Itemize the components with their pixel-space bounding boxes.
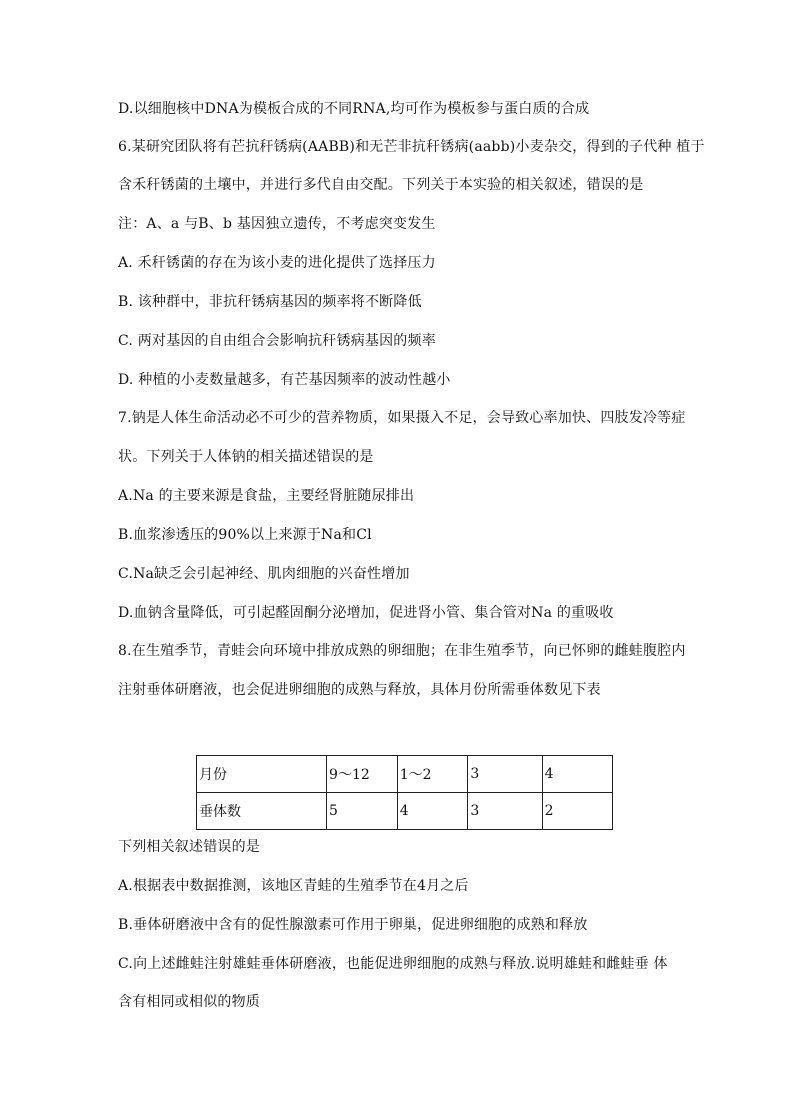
option-8c-cont: 含有相同或相似的物质 [118,994,260,1010]
table-cell: 5 [327,793,398,830]
option-7c: C.Na缺乏会引起神经、肌肉细胞的兴奋性增加 [118,566,410,582]
option-5d: D.以细胞核中DNA为模板合成的不同RNA,均可作为模板参与蛋白质的合成 [118,101,590,117]
option-6c: C. 两对基因的自由组合会影响抗秆锈病基因的频率 [118,333,436,349]
question-7-stem-cont: 状。下列关于人体钠的相关描述错误的是 [118,449,374,465]
question-6-note: 注：A、a 与B、b 基因独立遗传，不考虑突变发生 [118,216,436,232]
table-header-month: 月份 [197,756,327,793]
option-7d: D.血钠含量降低，可引起醛固酮分泌增加，促进肾小管、集合管对Na 的重吸收 [118,605,614,621]
option-8c: C.向上述雌蛙注射雄蛙垂体研磨液，也能促进卵细胞的成熟与释放.说明雄蛙和雌蛙垂 体 [118,956,668,972]
question-8-stem: 8.在生殖季节，青蛙会向环境中排放成熟的卵细胞；在非生殖季节，向已怀卵的雌蛙腹腔内 [118,643,686,659]
table-cell: 9～12 [327,756,398,793]
table-cell: 3 [468,756,542,793]
pituitary-count-table [196,755,613,830]
table-cell: 3 [468,793,542,830]
question-6-stem: 6.某研究团队将有芒抗秆锈病(AABB)和无芒非抗秆锈病(aabb)小麦杂交，得到的子代种 植于 [118,139,705,155]
option-6a: A. 禾秆锈菌的存在为该小麦的进化提供了选择压力 [118,255,436,271]
table-cell: 1～2 [397,756,468,793]
question-6-stem-cont: 含禾秆锈菌的土壤中，并进行多代自由交配。下列关于本实验的相关叙述，错误的是 [118,177,644,193]
table-header-pituitary-count: 垂体数 [197,793,327,830]
option-7a: A.Na 的主要来源是食盐，主要经肾脏随尿排出 [118,488,415,504]
table-cell: 4 [397,793,468,830]
table-cell: 4 [542,756,612,793]
table-row [197,793,613,830]
question-7-stem: 7.钠是人体生命活动必不可少的营养物质，如果摄入不足，会导致心率加快、四肢发冷等症 [118,410,686,426]
table-cell: 2 [542,793,612,830]
option-8b: B.垂体研磨液中含有的促性腺激素可作用于卵巢，促进卵细胞的成熟和释放 [118,917,588,933]
option-6b: B. 该种群中，非抗秆锈病基因的频率将不断降低 [118,294,422,310]
option-7b: B.血浆渗透压的90%以上来源于Na和Cl [118,527,372,543]
table-row [197,756,613,793]
option-8a: A.根据表中数据推测，该地区青蛙的生殖季节在4月之后 [118,878,469,894]
option-6d: D. 种植的小麦数量越多，有芒基因频率的波动性越小 [118,372,451,388]
question-8-prompt: 下列相关叙述错误的是 [118,839,260,855]
question-8-stem-cont: 注射垂体研磨液，也会促进卵细胞的成熟与释放，具体月份所需垂体数见下表 [118,682,601,698]
